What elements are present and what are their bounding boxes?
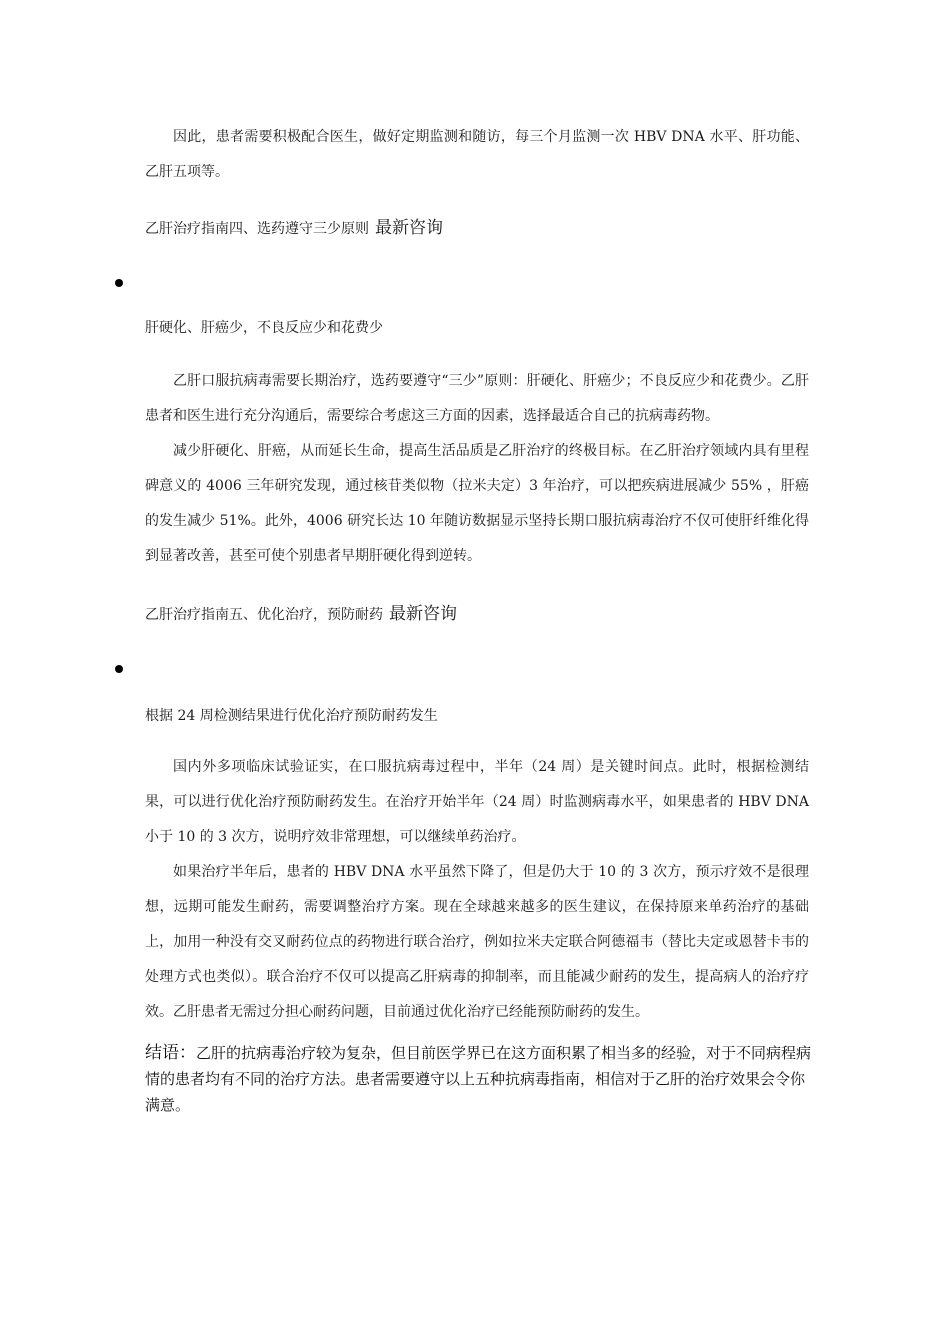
bullet-icon	[115, 279, 123, 287]
latest-consult-link[interactable]: 最新咨询	[375, 218, 443, 238]
paragraph-24-week: 国内外多项临床试验证实，在口服抗病毒过程中，半年（24 周）是关键时间点。此时，根据检测结果，可以进行优化治疗预防耐药发生。在治疗开始半年（24 周）时监测病毒水平，如果患者的 HBV DNA 小于 10 的 3 次方，说明疗效非常理想，可以继续单药治疗。	[145, 759, 809, 845]
paragraph-study-4006: 减少肝硬化、肝癌，从而延长生命，提高生活品质是乙肝治疗的终极目标。在乙肝治疗领域内具有里程碑意义的 4006 三年研究发现，通过核苷类似物（拉米夫定）3 年治疗，可以把疾病进展减少 55% ，肝癌的发生减少 51%。此外，4006 研究长达 10 年随访数据显示坚持长期口服抗病毒治疗不仅可使肝纤维化得到显著改善，甚至可使个别患者早期肝硬化得到逆转。	[145, 443, 809, 564]
section-title: 乙肝治疗指南四、选药遵守三少原则	[145, 221, 369, 237]
conclusion-label: 结语：	[145, 1043, 196, 1063]
paragraph-monitoring: 因此，患者需要积极配合医生，做好定期监测和随访，每三个月监测一次 HBV DNA 水平、肝功能、乙肝五项等。	[145, 129, 809, 180]
section-subtitle: 肝硬化、肝癌少，不良反应少和花费少	[145, 320, 383, 336]
section-subtitle: 根据 24 周检测结果进行优化治疗预防耐药发生	[145, 708, 438, 724]
conclusion-text: 乙肝的抗病毒治疗较为复杂，但目前医学界已在这方面积累了相当多的经验，对于不同病程病情的患者均有不同的治疗方法。患者需要遵守以上五种抗病毒指南，相信对于乙肝的治疗效果会令你满意。	[145, 1044, 812, 1114]
bullet-icon	[115, 665, 123, 673]
latest-consult-link[interactable]: 最新咨询	[389, 604, 457, 624]
section-title: 乙肝治疗指南五、优化治疗，预防耐药	[145, 607, 383, 623]
conclusion	[145, 1040, 815, 1118]
section-heading-4	[145, 218, 443, 239]
paragraph-combination-therapy: 如果治疗半年后，患者的 HBV DNA 水平虽然下降了，但是仍大于 10 的 3 次方，预示疗效不是很理想，远期可能发生耐药，需要调整治疗方案。现在全球越来越多的医生建议，在保持原来单药治疗的基础上，加用一种没有交叉耐药位点的药物进行联合治疗，例如拉米夫定联合阿德福韦（替比夫定或恩替卡韦的处理方式也类似）。联合治疗不仅可以提高乙肝病毒的抑制率，而且能减少耐药的发生，提高病人的治疗疗效。乙肝患者无需过分担心耐药问题，目前通过优化治疗已经能预防耐药的发生。	[145, 864, 809, 1020]
section-heading-5	[145, 604, 457, 625]
paragraph-three-less-principle: 乙肝口服抗病毒需要长期治疗，选药要遵守“三少”原则：肝硬化、肝癌少；不良反应少和花费少。乙肝患者和医生进行充分沟通后，需要综合考虑这三方面的因素，选择最适合自己的抗病毒药物。	[145, 373, 809, 424]
